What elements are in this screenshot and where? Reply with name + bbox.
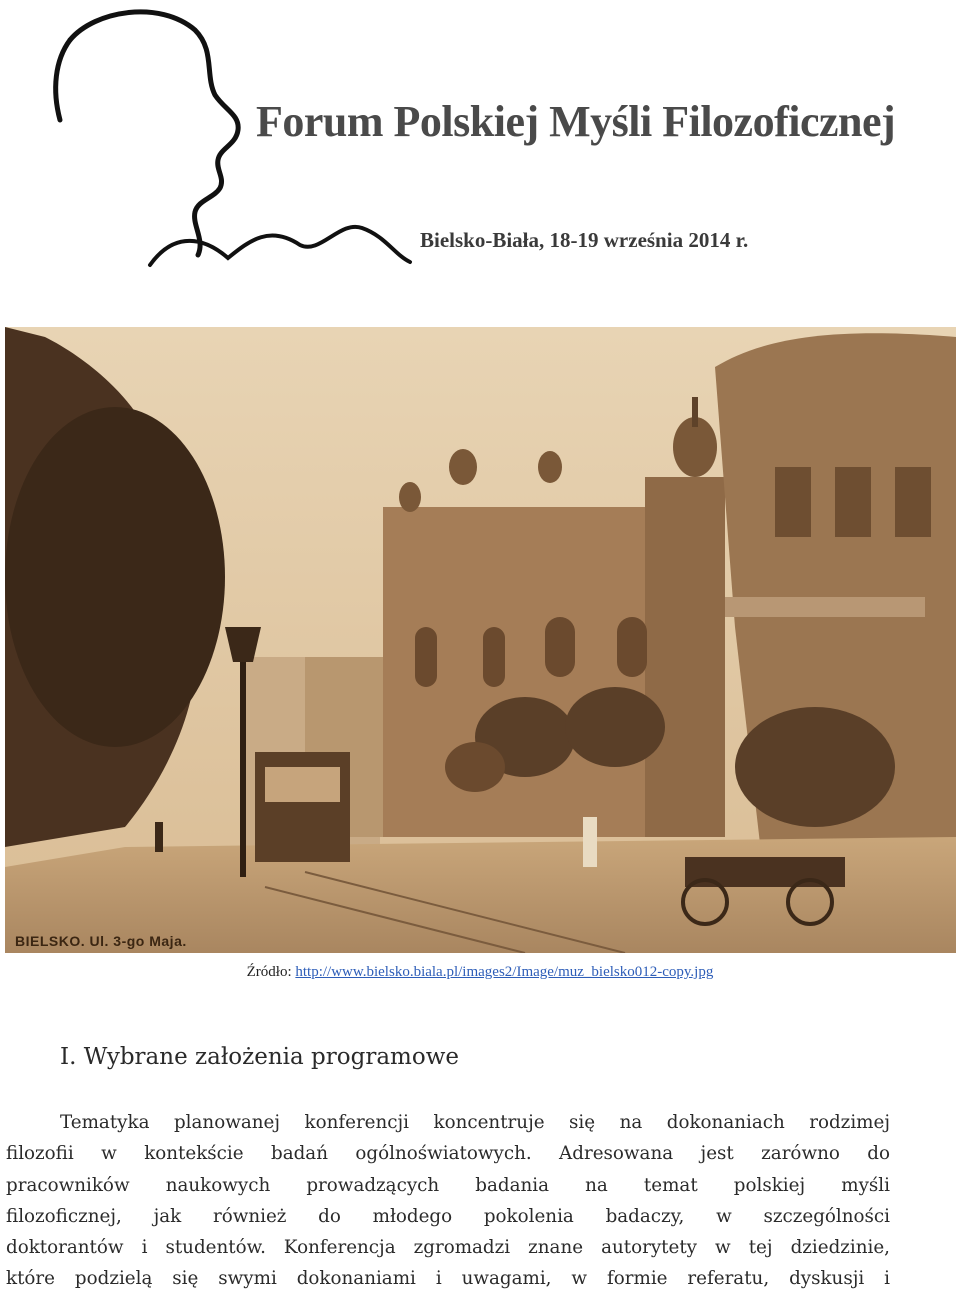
body-paragraph bbox=[6, 1107, 890, 1295]
conference-logo bbox=[0, 0, 960, 330]
photo-caption: BIELSKO. Ul. 3-go Maja. bbox=[15, 933, 187, 949]
paragraph-line: filozofii w kontekście badań ogólnoświatowych. Adresowana jest zarówno do bbox=[6, 1143, 890, 1165]
source-line bbox=[0, 964, 960, 981]
paragraph-line: które podzielą się swymi dokonaniami i uwagami, w formie referatu, dyskusji i bbox=[6, 1268, 890, 1290]
historic-street-photo bbox=[5, 327, 956, 953]
section-heading: I. Wybrane założenia programowe bbox=[60, 1044, 460, 1070]
logo-date: Bielsko-Biała, 18-19 września 2014 r. bbox=[420, 228, 749, 252]
paragraph-line: pracowników naukowych prowadzących badania na temat polskiej myśli bbox=[6, 1174, 890, 1196]
head-profile-outline-icon bbox=[0, 0, 960, 330]
paragraph-line: filozoficznej, jak również do młodego pokolenia badaczy, w szczególności bbox=[6, 1205, 890, 1227]
paragraph-line: Tematyka planowanej konferencji koncentruje się na dokonaniach rodzimej bbox=[60, 1112, 890, 1133]
sepia-street-illustration bbox=[5, 327, 956, 953]
paragraph-line: doktorantów i studentów. Konferencja zgromadzi znane autorytety w tej dziedzinie, bbox=[6, 1237, 890, 1259]
source-label: Źródło: bbox=[246, 964, 296, 980]
logo-title: Forum Polskiej Myśli Filozoficznej bbox=[256, 97, 896, 146]
source-link[interactable]: http://www.bielsko.biala.pl/images2/Image/muz_bielsko012-copy.jpg bbox=[295, 964, 714, 980]
